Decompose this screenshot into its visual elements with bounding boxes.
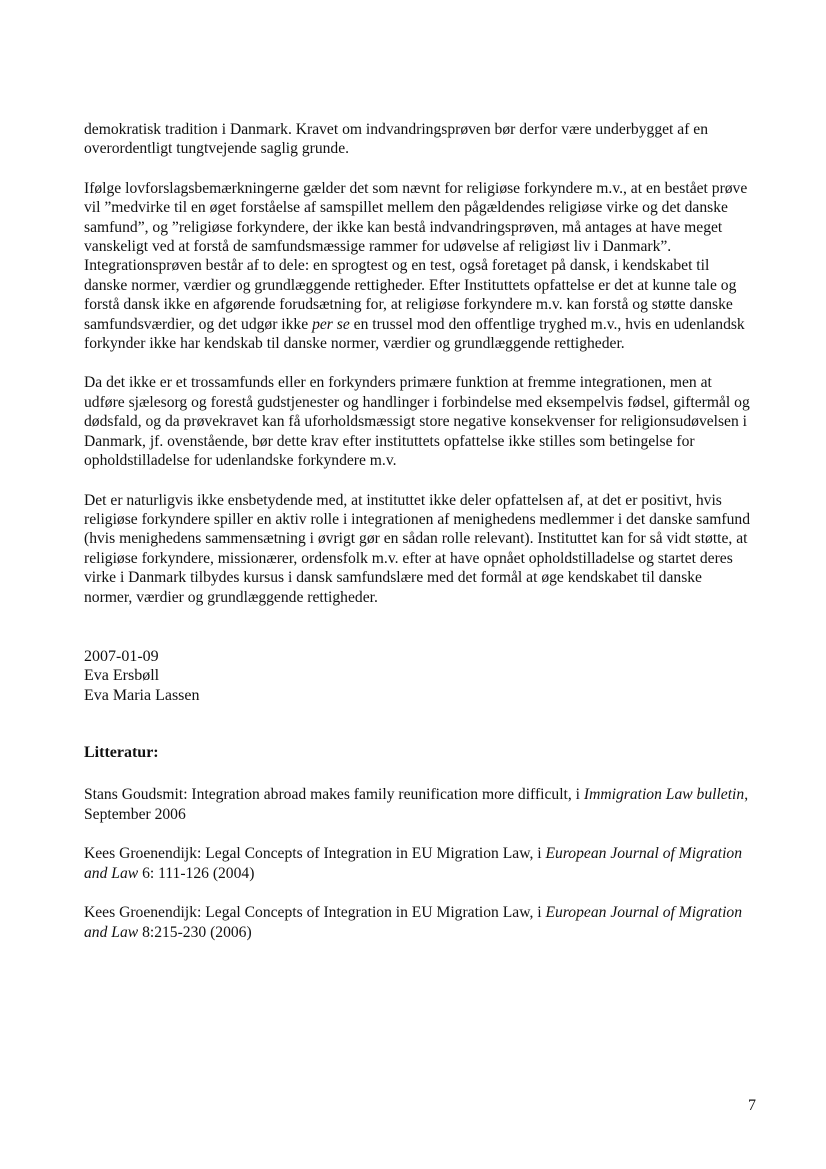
paragraph-intro: demokratisk tradition i Danmark. Kravet om indvandringsprøven bør derfor være underbygget af en overordentligt tungtvejende saglig grunde. [84,121,709,158]
paragraph-lovforslag-tail: en trussel mod den offentlige tryghed m.v., hvis en udenlandsk forkynder ikke har kendskab til danske normer, værdier og grundlæggende rettigheder. [84,315,745,353]
ref-details: 6: 111-126 (2004) [142,865,255,883]
literature-heading: Litteratur: [84,744,159,762]
per-se-italic: per se [312,315,350,333]
paragraph-lovforslag [84,179,754,354]
ref-author-title: Kees Groenendijk: Legal Concepts of Integration in EU Migration Law, i [84,904,542,922]
ref-author-title: Stans Goudsmit: Integration abroad makes family reunification more difficult, i [84,786,580,804]
ref-details: 8:215-230 (2006) [142,924,252,942]
signature-author-lassen: Eva Maria Lassen [84,686,200,704]
paragraph-trossamfund: Da det ikke er et trossamfunds eller en forkynders primære funktion at fremme integrationen, men at udføre sjælesorg og forestå gudstjenester og handlinger i forbindelse med eksempelvis fødsel, giftermål og dødsfald, og da prøvekravet kan få uforholdsmæssigt store negative konsekvenser for religionsudøvelsen i Danmark, jf. ovenstående, bør dette krav efter instituttets opfattelse ikke stilles som betingelse for opholdstilladelse for udenlandske forkyndere m.v. [84,374,750,470]
signature-block [84,647,754,705]
ref-journal: European Journal of Migration and Law [84,904,742,942]
ref-journal: European Journal of Migration and Law [84,845,742,883]
literature-ref-groenendijk-2004 [84,844,754,884]
ref-details: , September 2006 [84,786,749,824]
literature-ref-goudsmit [84,785,754,825]
page-number: 7 [748,1097,756,1114]
ref-author-title: Kees Groenendijk: Legal Concepts of Integration in EU Migration Law, i [84,845,542,863]
signature-date: 2007-01-09 [84,647,159,665]
literature-ref-groenendijk-2006 [84,903,754,943]
literature-list [84,785,754,943]
document-page [84,120,754,962]
paragraph-lovforslag-text: Ifølge lovforslagsbemærkningerne gælder det som nævnt for religiøse forkyndere m.v., at en bestået prøve vil ”medvirke til en øget forståelse af samspillet mellem den pågældendes religiøse virke og det danske samfund”, og ”religiøse forkyndere, der ikke kan bestå indvandringsprøven, må antages at have meget vanskeligt ved at forstå de samfundsmæssige rammer for udøvelse af religiøst liv i Danmark”. Integrationsprøven består af to dele: en sprogtest og en test, også foretaget på dansk, i kendskabet til danske normer, værdier og grundlæggende rettigheder. Efter Instituttets opfattelse er det at kunne tale og forstå dansk ikke en afgørende forudsætning for, at religiøse forkyndere m.v. kan forstå og støtte danske samfundsværdier, og det udgør ikke [84,179,748,333]
ref-journal: Immigration Law bulletin [583,786,745,804]
signature-author-ersboll: Eva Ersbøll [84,667,160,685]
paragraph-naturligvis: Det er naturligvis ikke ensbetydende med, at instituttet ikke deler opfattelsen af, at det er positivt, hvis religiøse forkyndere spiller en aktiv rolle i integrationen af menighedens medlemmer i det danske samfund (hvis menighedens sammensætning i øvrigt gør en sådan rolle relevant). Instituttet kan for så vidt støtte, at religiøse forkyndere, missionærer, ordensfolk m.v. efter at have opnået opholdstilladelse og startet deres virke i Danmark tilbydes kursus i dansk samfundslære med det formål at øge kendskabet til danske normer, værdier og grundlæggende rettigheder. [84,491,750,606]
